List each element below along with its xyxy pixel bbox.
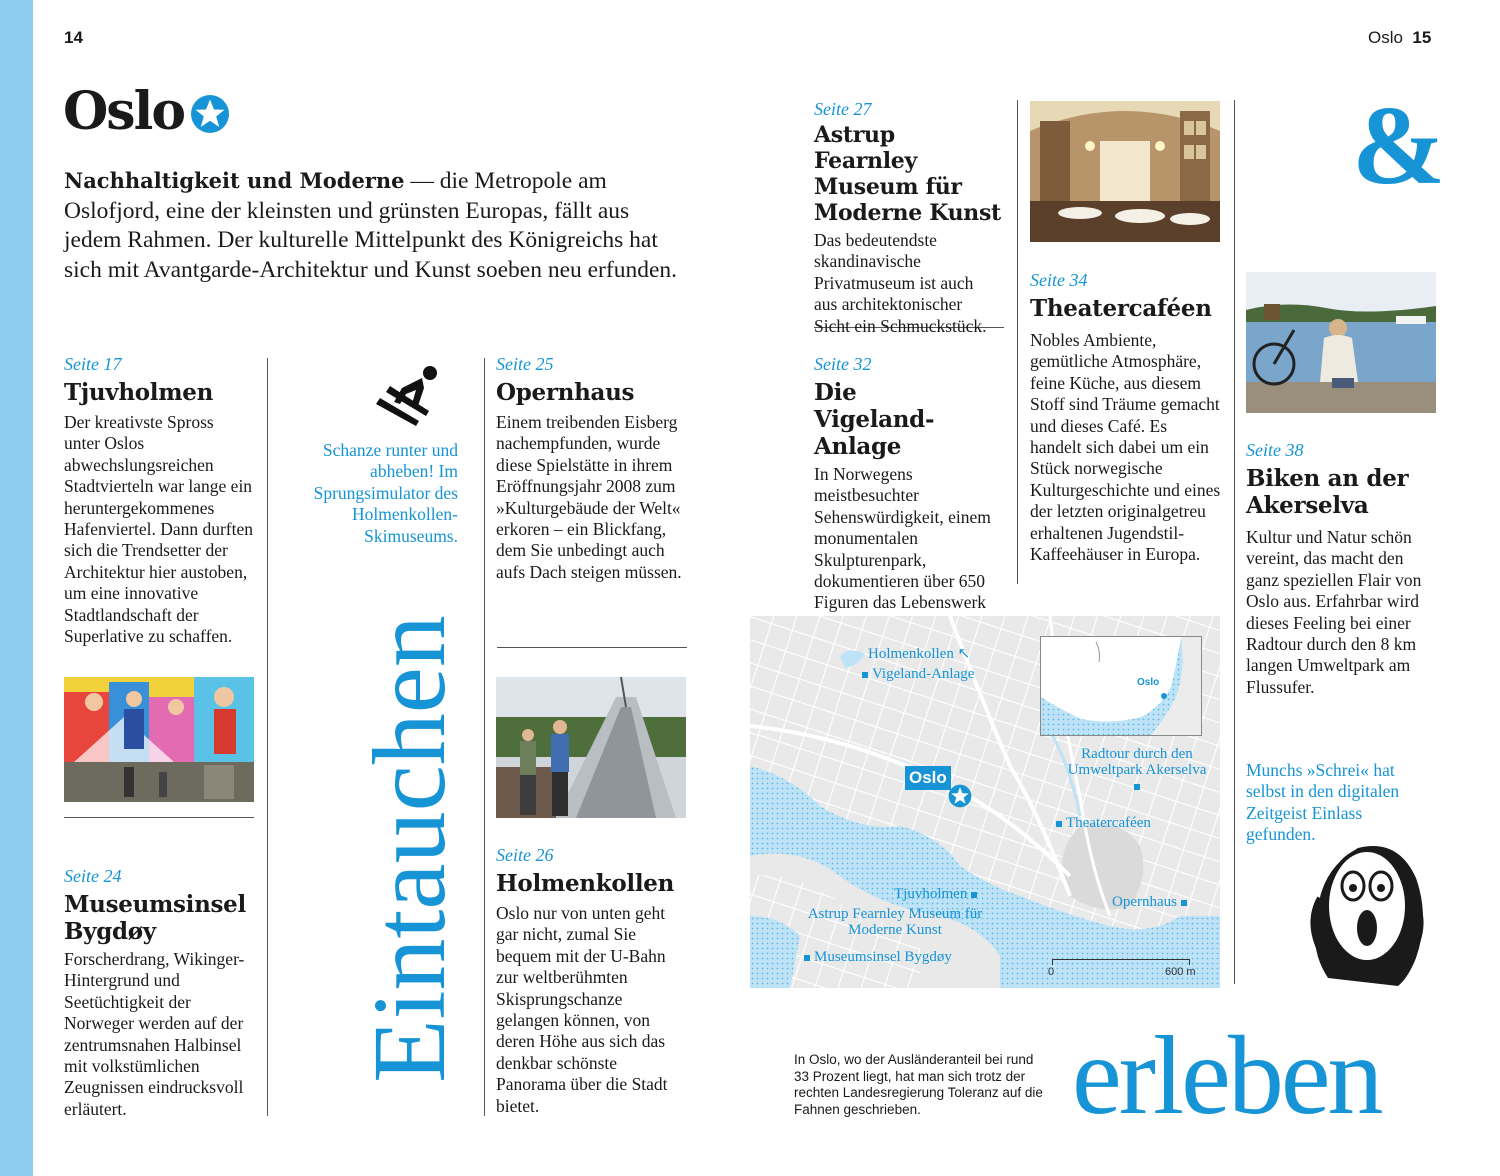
section-astrup — [814, 99, 1006, 337]
map-scale-end: 600 m — [1165, 966, 1196, 978]
map-label-theatercafeen — [1056, 815, 1151, 831]
map-label-text: Holmenkollen — [868, 646, 954, 662]
vertical-word — [354, 578, 466, 1120]
map-label-tjuvholmen — [894, 886, 981, 902]
section-text: Nobles Ambiente, gemütliche Atmosphäre, feine Küche, aus diesem Stoff sind Träume gemacht und dieses Café. Es handelt sich dabei um ein Stück norwegische Kulturgeschichte und eines der letzten originalgetreu erhaltenen Jugendstil-Kaffeehäuser in Europa. — [1030, 330, 1221, 565]
section-opernhaus — [496, 354, 688, 583]
intro-paragraph — [64, 166, 692, 285]
map-marker-icon — [1181, 900, 1187, 906]
section-text: Forscherdrang, Wikinger-Hintergrund und Seetüchtigkeit der Norweger werden auf der zentrumsnahen Halbinsel mit volkstümlichen Zeugnissen eindrucksvoll erläutert. — [64, 949, 245, 1119]
page-title — [63, 76, 230, 146]
akerselva-bike-photo — [1246, 272, 1436, 413]
map-marker-icon — [1134, 784, 1140, 790]
map-city-star-icon — [948, 784, 972, 808]
page-reference: Seite 27 — [814, 99, 872, 119]
ski-caption: Schanze runter und abheben! Im Sprungsimulator des Holmenkollen-Skimuseums. — [313, 440, 458, 546]
map-marker-icon — [971, 892, 977, 898]
erleben-word: erleben — [1072, 1014, 1381, 1138]
tjuvholmen-mural-photo — [64, 677, 254, 802]
section-akerselva — [1246, 440, 1446, 698]
section-title: Theatercaféen — [1030, 295, 1212, 322]
section-text: Einem treibenden Eisberg nachempfunden, wurde diese Spielstätte in ihrem Eröffnungsjahr 2008 zum »Kulturgebäude der Welt« erkoren – ein Blickfang, dem Sie unbedingt auch aufs Dach steigen müssen. — [496, 412, 682, 582]
page-reference: Seite 26 — [496, 845, 554, 865]
ampersand: & — [1352, 84, 1446, 208]
map-label-text: Theatercaféen — [1066, 815, 1151, 831]
vertical-word-text: Eintauchen — [352, 615, 467, 1083]
section-title: Holmenkollen — [496, 870, 675, 897]
map-marker-icon — [862, 672, 868, 678]
right-header-text: Oslo — [1368, 28, 1403, 47]
section-museumsinsel — [64, 866, 256, 1120]
section-text: Das bedeutendste skandinavische Privatmuseum ist auch aus architektonischer Sicht ein Schmuckstück. — [814, 230, 987, 336]
page-reference: Seite 25 — [496, 354, 554, 374]
page-reference: Seite 32 — [814, 354, 872, 374]
section-text: Kultur und Natur schön vereint, das macht den ganz speziellen Flair von Oslo aus. Erfahrbar wird dieses Feeling bei einer Radtour durch den 8 km langen Umweltpark am Flussufer. — [1246, 527, 1422, 697]
map-label-holmenkollen — [868, 646, 970, 662]
page-reference: Seite 38 — [1246, 440, 1304, 460]
title-text: Oslo — [63, 80, 185, 142]
map-scale-bar — [1052, 959, 1190, 965]
section-holmenkollen — [496, 845, 688, 1117]
section-text: Oslo nur von unten geht gar nicht, zumal Sie bequem mit der U-Bahn zur weltberühmten Skisprungschanze gelangen können, von deren Höhe aus sich das denkbar schönste Panorama über die Stadt bietet. — [496, 903, 668, 1116]
map-marker-icon — [1056, 821, 1062, 827]
separator — [1234, 100, 1235, 984]
separator — [64, 817, 254, 818]
section-title: Astrup Fearnley Museum für Moderne Kunst — [814, 122, 1001, 226]
section-title: Opernhaus — [496, 379, 635, 406]
map-label-text: Opernhaus — [1112, 894, 1177, 910]
map-label-museumsinsel — [804, 949, 952, 965]
inset-map — [1040, 636, 1202, 736]
bottom-note: In Oslo, wo der Ausländeranteil bei rund 33 Prozent liegt, hat man sich trotz der rechten Landesregierung Toleranz auf die Fahnen geschrieben. — [794, 1052, 1043, 1117]
section-text: In Norwegens meistbesuchter Sehenswürdigkeit, einem monumentalen Skulpturenpark, dokumentieren über 650 Figuren das Lebenswerk — [814, 464, 991, 613]
right-page-header — [1368, 28, 1431, 48]
page-reference: Seite 24 — [64, 866, 122, 886]
inset-city-label: Oslo — [1137, 677, 1160, 688]
map-label-text: Radtour durch den Umweltpark Akerselva — [1067, 746, 1207, 778]
right-page-number: 15 — [1412, 28, 1432, 47]
map-label-text: Vigeland-Anlage — [872, 666, 975, 682]
page-edge-bar — [0, 0, 33, 1176]
separator — [267, 358, 268, 1116]
map-label-text: Tjuvholmen — [894, 886, 968, 902]
section-title: Biken an der Akerselva — [1246, 465, 1409, 519]
map-label-astrup — [800, 906, 990, 938]
ski-jump-marker-icon: ↖ — [953, 646, 971, 662]
section-text: Der kreativste Spross unter Oslos abwechslungsreichen Stadtvierteln war lange ein heruntergekommenes Hafenviertel. Dann durften sich die Trendsetter der Architektur hier austoben, um eine innovative Stadtlandschaft der Superlative zu schaffen. — [64, 412, 254, 647]
map-label-radtour — [1062, 746, 1212, 794]
map-label-text: Museumsinsel Bygdøy — [814, 949, 952, 965]
section-vigeland — [814, 354, 1006, 635]
oslo-map — [750, 616, 1220, 988]
section-title: Die Vigeland-Anlage — [814, 379, 935, 460]
intro-bold: Nachhaltigkeit und Moderne — [64, 168, 405, 193]
map-scale-start: 0 — [1048, 966, 1055, 978]
section-tjuvholmen — [64, 354, 256, 647]
left-page-number: 14 — [64, 28, 83, 47]
intro-text: — die Metropole am Oslofjord, eine der kleinsten und grünsten Europas, fällt aus jedem Rahmen. Der kulturelle Mittelpunkt des Königreichs hat sich mit Avantgarde-Architektur und Kunst soeben neu erfunden. — [64, 168, 678, 283]
separator — [497, 647, 687, 648]
map-city-label: Oslo — [905, 766, 951, 790]
section-theatercafeen — [1030, 270, 1230, 565]
map-marker-icon — [804, 955, 810, 961]
theatercafeen-interior-photo — [1030, 101, 1220, 242]
map-label-opernhaus — [1112, 894, 1191, 910]
map-label-vigeland — [862, 666, 974, 682]
inset-city-dot — [1161, 693, 1167, 699]
scream-emoji-icon — [1298, 828, 1436, 988]
page-reference: Seite 34 — [1030, 270, 1088, 290]
section-title: Tjuvholmen — [64, 379, 214, 406]
section-title: Museumsinsel Bygdøy — [64, 891, 246, 945]
map-label-text: Astrup Fearnley Museum für Moderne Kunst — [807, 906, 983, 938]
holmenkollen-ski-jump-photo — [496, 677, 686, 818]
page-reference: Seite 17 — [64, 354, 122, 374]
ski-jumper-icon — [372, 364, 440, 426]
star-badge-icon — [190, 94, 230, 134]
munch-caption-text: Munchs »Schrei« hat selbst in den digitalen Zeitgeist Einlass gefunden. — [1246, 760, 1400, 845]
separator — [1017, 100, 1018, 584]
separator — [484, 358, 485, 1116]
